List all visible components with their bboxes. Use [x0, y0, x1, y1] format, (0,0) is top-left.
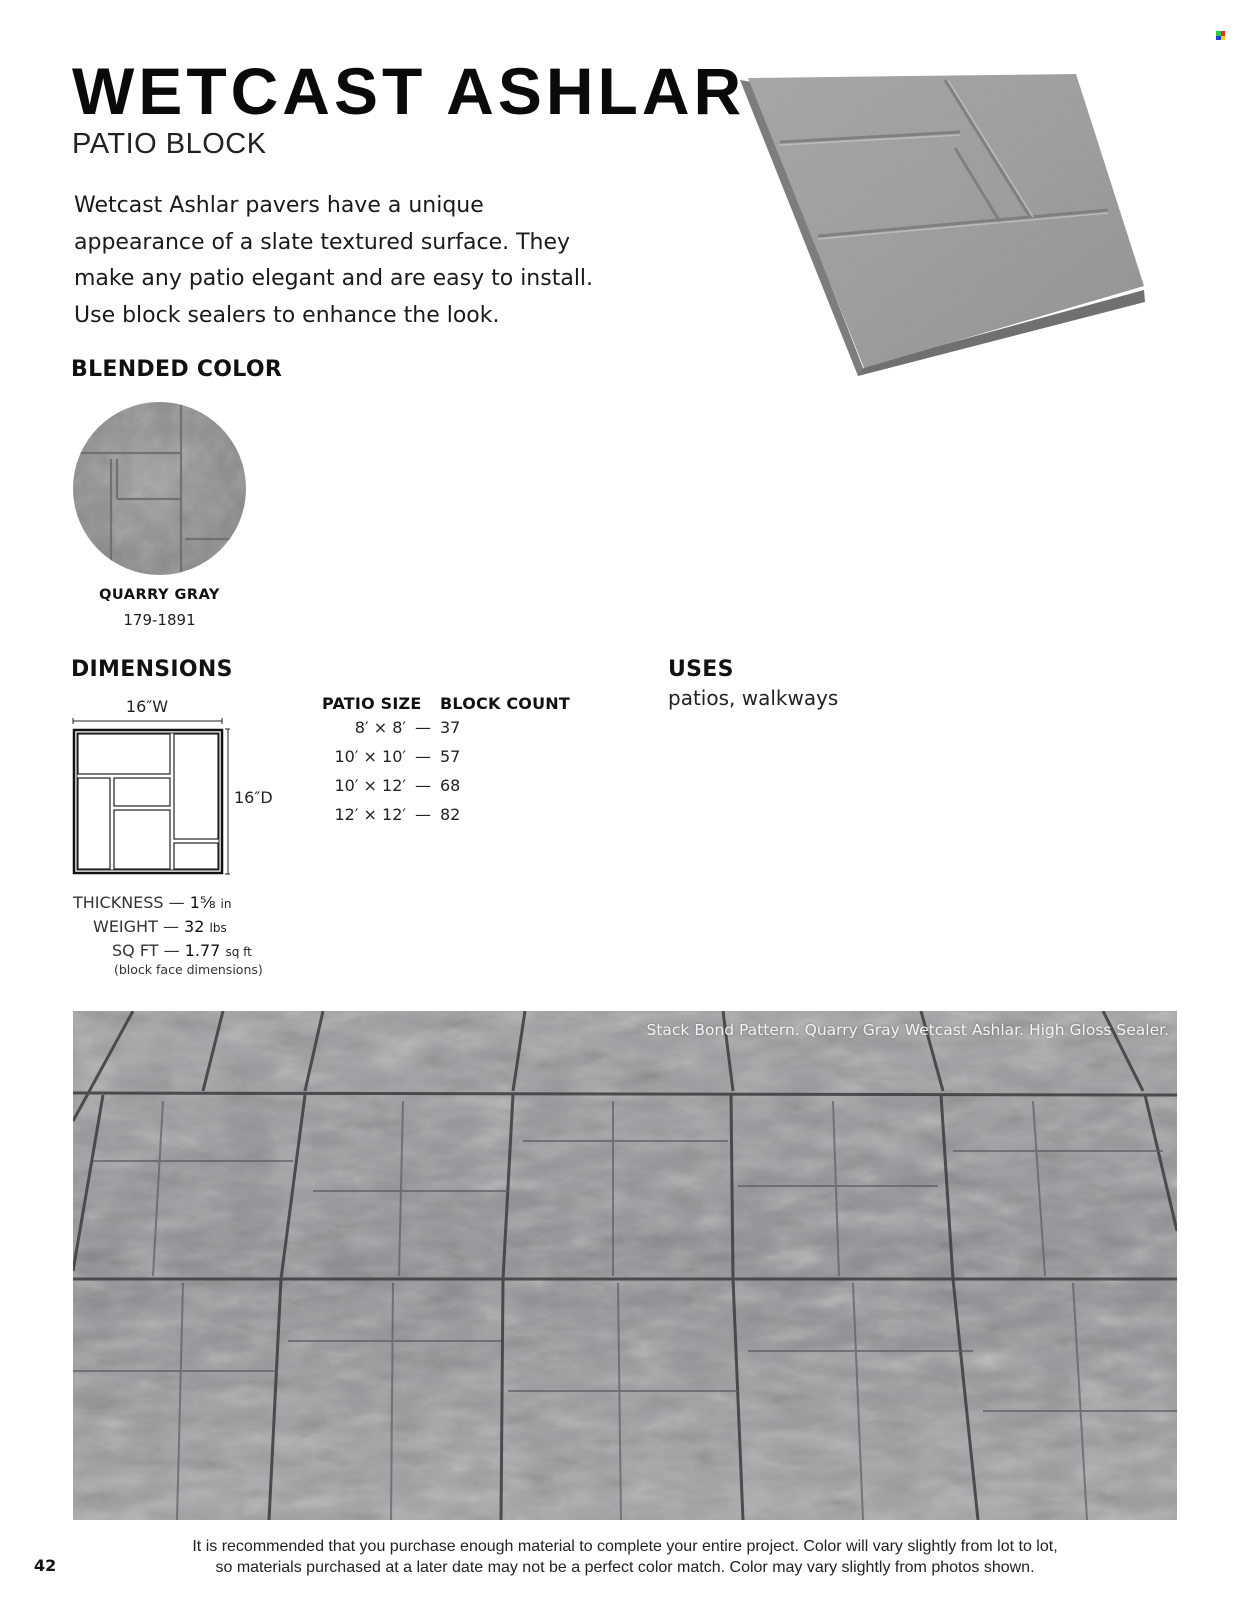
spec-note: (block face dimensions) — [114, 962, 263, 977]
spec-separator: — — [168, 893, 185, 912]
footer-disclaimer — [150, 1536, 1100, 1578]
patio-installation-image — [73, 1011, 1177, 1520]
block-count: 37 — [440, 718, 461, 737]
row-separator: — — [415, 718, 431, 737]
photo-caption: Stack Bond Pattern. Quarry Gray Wetcast Ashlar. High Gloss Sealer. — [646, 1021, 1169, 1039]
uses-heading: USES — [668, 657, 734, 682]
quarry-gray-swatch-image — [73, 402, 246, 575]
row-separator: — — [415, 776, 431, 795]
spec-value: 32 — [184, 917, 205, 936]
table-row — [314, 747, 460, 766]
brand-logo-icon — [1216, 31, 1225, 40]
spec-value: 1⅝ — [189, 893, 216, 912]
page-title: WETCAST ASHLAR — [72, 54, 746, 128]
spec-weight — [93, 917, 227, 936]
table-row — [314, 805, 460, 824]
spec-thickness — [73, 893, 232, 912]
width-label: 16″W — [125, 697, 169, 716]
table-row — [314, 718, 460, 737]
disclaimer-line: so materials purchased at a later date may not be a perfect color match. Color may vary slightly from photos shown. — [215, 1559, 1035, 1576]
description-line: Use block sealers to enhance the look. — [74, 302, 500, 328]
blended-color-heading: BLENDED COLOR — [71, 357, 283, 382]
depth-label: 16″D — [234, 788, 273, 807]
swatch-name: QUARRY GRAY — [99, 587, 220, 603]
row-separator: — — [415, 747, 431, 766]
table-header-patio-size: PATIO SIZE — [322, 694, 422, 713]
page-number: 42 — [34, 1556, 57, 1575]
product-description — [74, 188, 594, 334]
spec-sqft — [112, 941, 252, 960]
product-image — [740, 70, 1170, 390]
description-line: make any patio elegant and are easy to install. — [74, 266, 594, 291]
block-pattern-diagram — [70, 718, 230, 878]
spec-unit: lbs — [209, 921, 227, 935]
spec-label: SQ FT — [112, 941, 159, 960]
page-subtitle: PATIO BLOCK — [72, 128, 267, 160]
patio-size: 10′ × 12′ — [334, 776, 406, 795]
swatch-code: 179-1891 — [123, 611, 196, 629]
uses-text: patios, walkways — [668, 686, 839, 710]
patio-size: 10′ × 10′ — [334, 747, 406, 766]
description-line: Wetcast Ashlar pavers have a unique — [74, 193, 484, 218]
installation-photo — [73, 1011, 1177, 1520]
table-row — [314, 776, 460, 795]
patio-size: 8′ × 8′ — [354, 718, 406, 737]
color-swatch-quarry-gray[interactable] — [73, 402, 246, 575]
block-count: 82 — [440, 805, 461, 824]
table-header-block-count: BLOCK COUNT — [440, 694, 570, 713]
block-count: 68 — [440, 776, 461, 795]
spec-label: THICKNESS — [73, 893, 164, 912]
paver-block-illustration — [740, 70, 1170, 390]
disclaimer-line: It is recommended that you purchase enough material to complete your entire project. Color will vary slightly from lot to lot, — [192, 1538, 1058, 1555]
spec-unit: sq ft — [225, 945, 252, 959]
spec-unit: in — [220, 897, 232, 911]
block-layout-diagram — [70, 718, 230, 878]
patio-size: 12′ × 12′ — [334, 805, 406, 824]
spec-separator: — — [163, 941, 180, 960]
block-count: 57 — [440, 747, 461, 766]
dimensions-heading: DIMENSIONS — [71, 657, 233, 682]
description-line: appearance of a slate textured surface. They — [74, 229, 571, 255]
spec-label: WEIGHT — [93, 917, 158, 936]
row-separator: — — [415, 805, 431, 824]
spec-value: 1.77 — [184, 941, 221, 960]
spec-separator: — — [162, 917, 179, 936]
